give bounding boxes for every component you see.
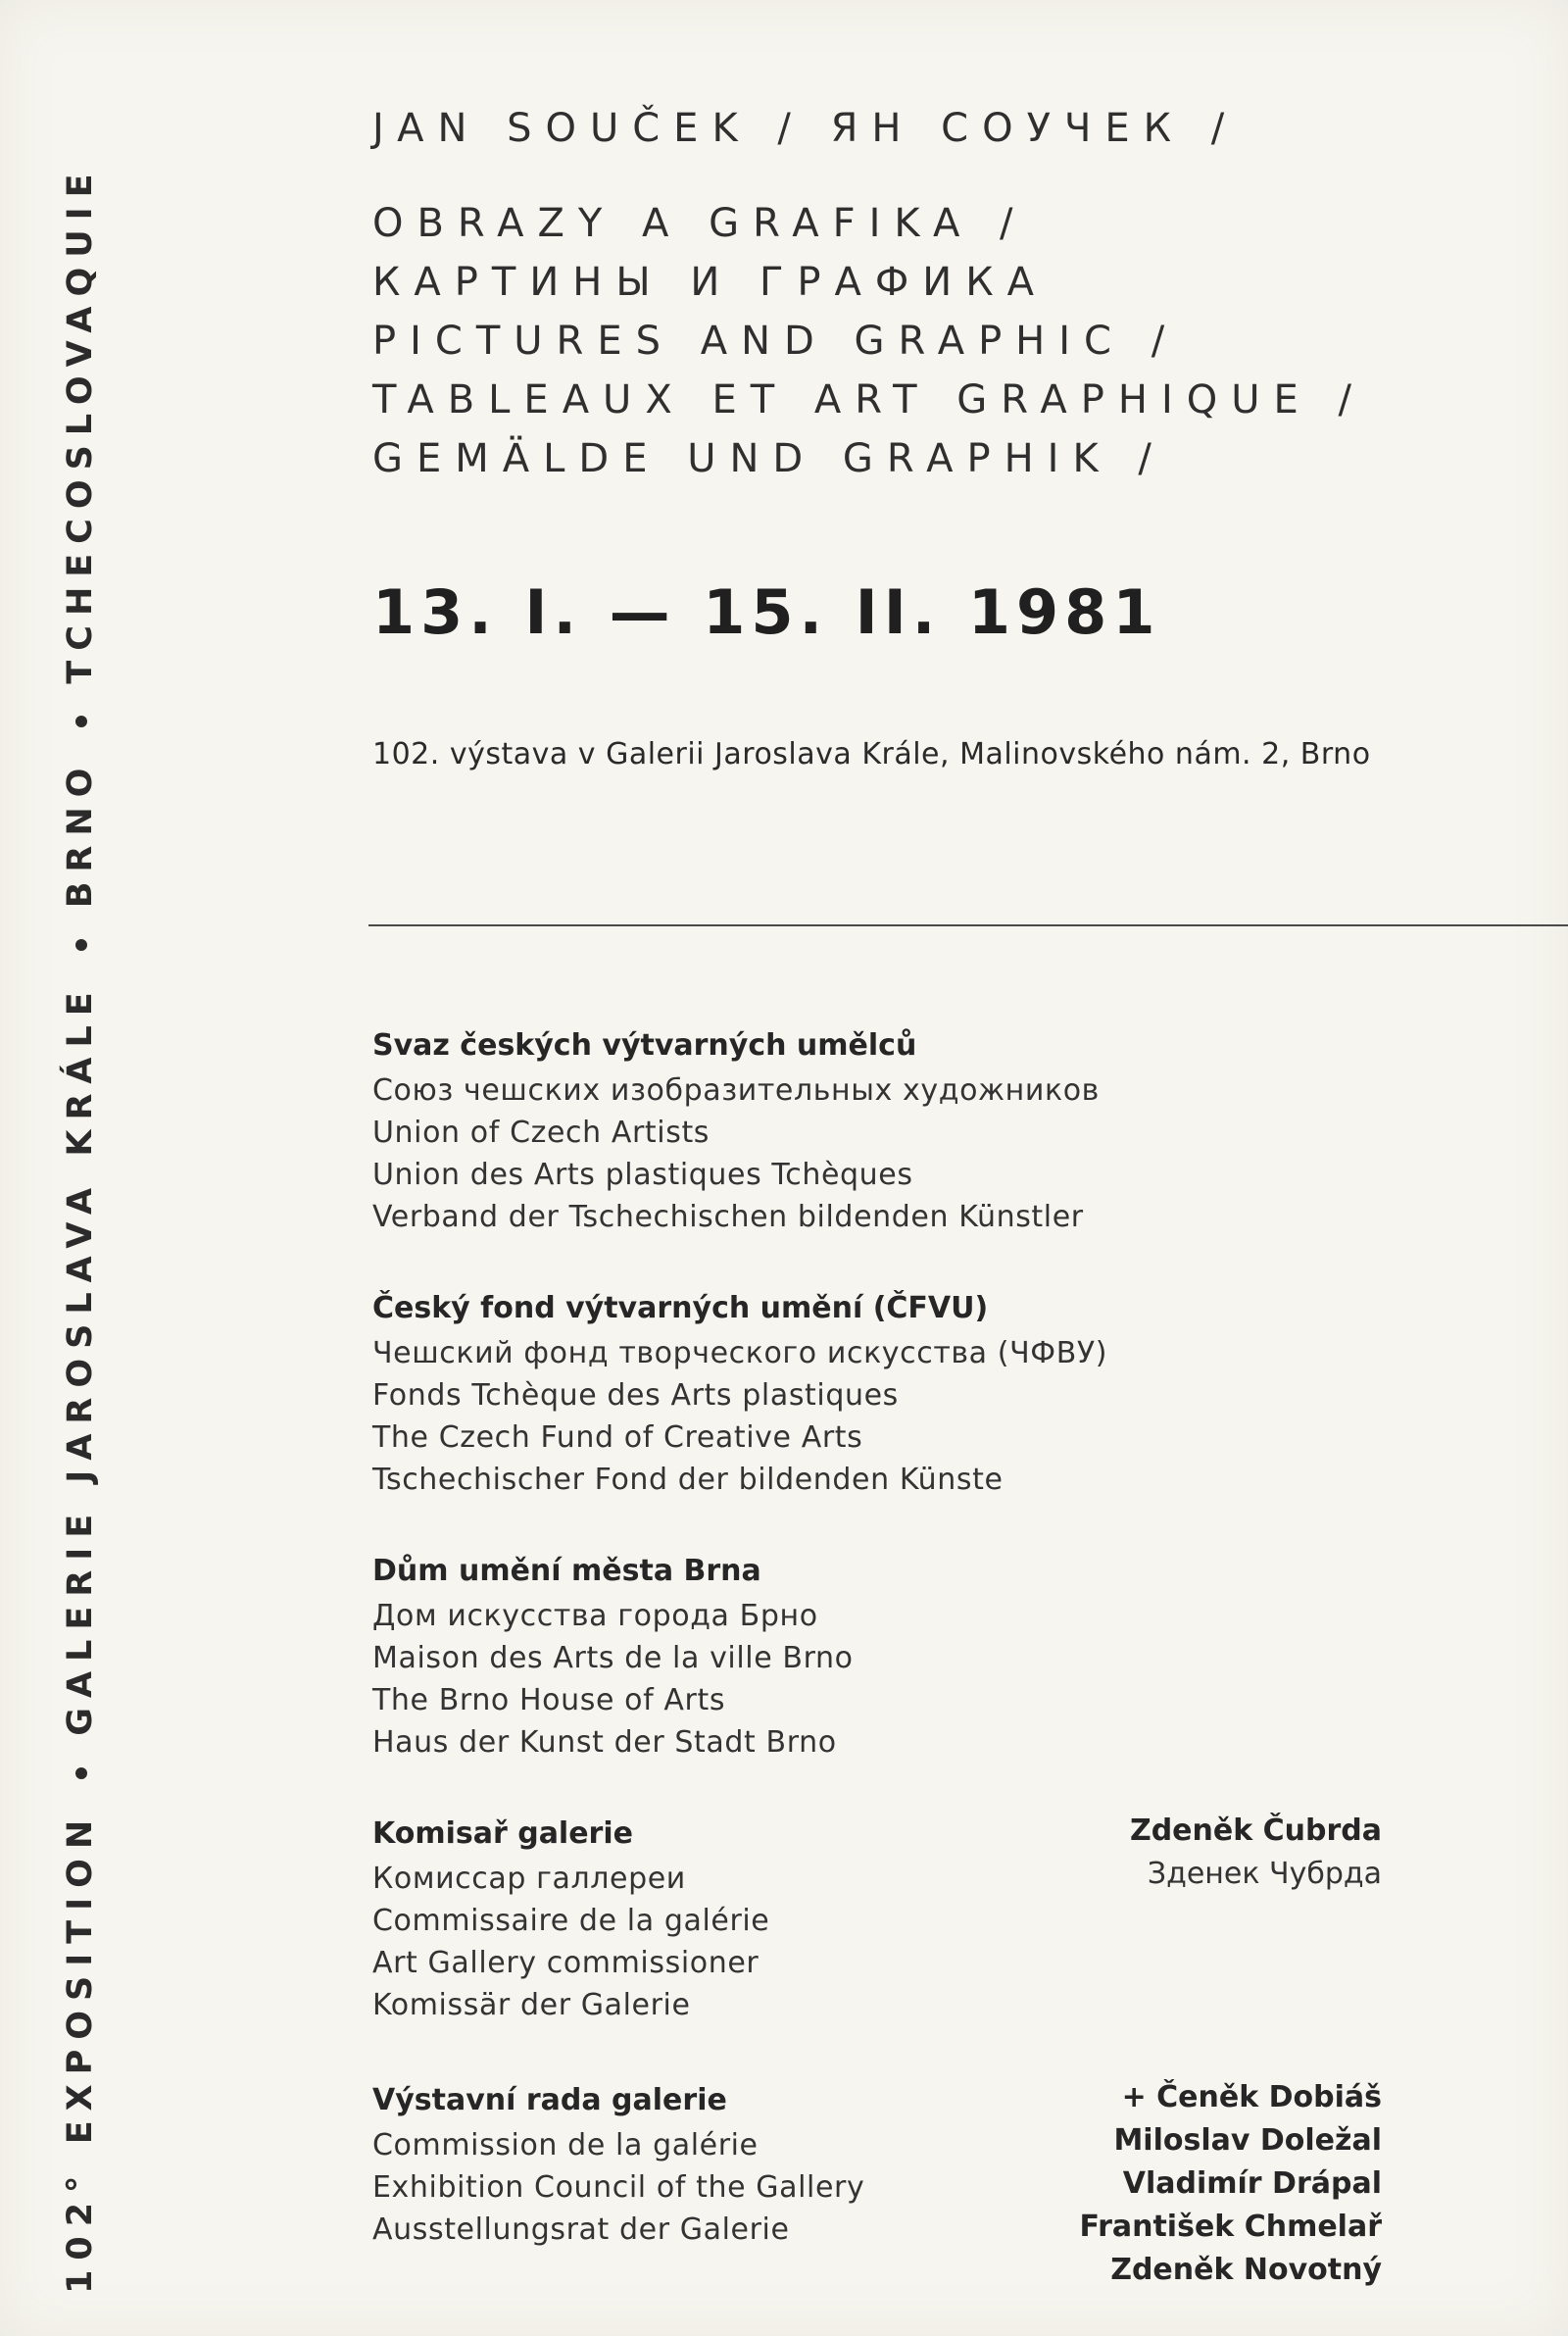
bullet-icon — [75, 1767, 87, 1779]
artist-name: JAN SOUČEK / ЯН СОУЧЕК / — [372, 106, 1239, 151]
council-member: + Čeněk Dobiáš — [1121, 2080, 1382, 2114]
section-heading: Výstavní rada galerie — [372, 2083, 727, 2117]
bullet-icon — [75, 716, 87, 727]
commissioner-names — [1130, 1810, 1382, 1896]
section-heading: Komisař galerie — [372, 1816, 633, 1851]
section-heading: Dům umění města Brna — [372, 1554, 761, 1588]
council-members — [1080, 2076, 1383, 2292]
section-line: Union of Czech Artists — [372, 1116, 710, 1150]
section-house-of-arts — [372, 1548, 1450, 1764]
council-member: František Chmelař — [1079, 2210, 1382, 2244]
title-czech: OBRAZY A GRAFIKA / — [372, 201, 1027, 246]
divider — [368, 924, 1568, 926]
title-russian: КАРТИНЫ И ГРАФИКА — [372, 260, 1048, 305]
section-heading: Svaz českých výtvarných umělců — [372, 1028, 917, 1063]
section-line: Haus der Kunst der Stadt Brno — [372, 1725, 837, 1760]
spine-gallery: GALERIE JAROSLAVA KRÁLE — [61, 982, 100, 1736]
section-line: Union des Arts plastiques Tchèques — [372, 1158, 913, 1192]
section-line: The Czech Fund of Creative Arts — [372, 1420, 863, 1455]
section-line: Commission de la galérie — [372, 2128, 759, 2162]
section-union — [372, 1022, 1450, 1238]
section-line: Tschechischer Fond der bildenden Künste — [372, 1463, 1004, 1497]
section-line: Maison des Arts de la ville Brno — [372, 1641, 854, 1675]
venue-text: 102. výstava v Galerii Jaroslava Krále, Malinovského nám. 2, Brno — [372, 737, 1371, 771]
section-line: Fonds Tchèque des Arts plastiques — [372, 1378, 899, 1413]
section-line: Komissär der Galerie — [372, 1988, 691, 2022]
commissioner-name-cyrillic: Зденек Чубрда — [1147, 1857, 1382, 1891]
section-line: Комиссар галлереи — [372, 1862, 686, 1896]
spine-exposition: 102° EXPOSITION — [61, 1810, 100, 2294]
section-line: Союз чешских изобразительных художников — [372, 1073, 1100, 1108]
title-english: PICTURES AND GRAPHIC / — [372, 319, 1179, 364]
section-fund — [372, 1285, 1450, 1501]
spine-city: BRNO — [61, 758, 100, 909]
council-member: Zdeněk Novotný — [1110, 2253, 1382, 2287]
section-line: Commissaire de la galérie — [372, 1904, 770, 1938]
spine-text — [61, 164, 100, 2294]
bullet-icon — [75, 939, 87, 951]
section-line: Verband der Tschechischen bildenden Künstler — [372, 1200, 1084, 1234]
spine-country: TCHECOSLOVAQUIE — [61, 164, 100, 684]
section-line: Art Gallery commissioner — [372, 1946, 760, 1980]
title-german: GEMÄLDE UND GRAPHIK / — [372, 436, 1165, 481]
section-line: The Brno House of Arts — [372, 1683, 726, 1717]
section-line: Чешский фонд творческого искусства (ЧФВУ) — [372, 1336, 1108, 1370]
exhibition-dates: 13. I. — 15. II. 1981 — [372, 576, 1161, 648]
title-french: TABLEAUX ET ART GRAPHIQUE / — [372, 377, 1366, 422]
section-line: Ausstellungsrat der Galerie — [372, 2212, 790, 2247]
council-member: Vladimír Drápal — [1122, 2166, 1382, 2201]
section-line: Exhibition Council of the Gallery — [372, 2170, 865, 2205]
commissioner-name: Zdeněk Čubrda — [1129, 1814, 1382, 1848]
council-member: Miloslav Doležal — [1113, 2123, 1382, 2158]
section-line: Дом искусства города Брно — [372, 1599, 818, 1633]
section-heading: Český fond výtvarných umění (ČFVU) — [372, 1291, 989, 1325]
